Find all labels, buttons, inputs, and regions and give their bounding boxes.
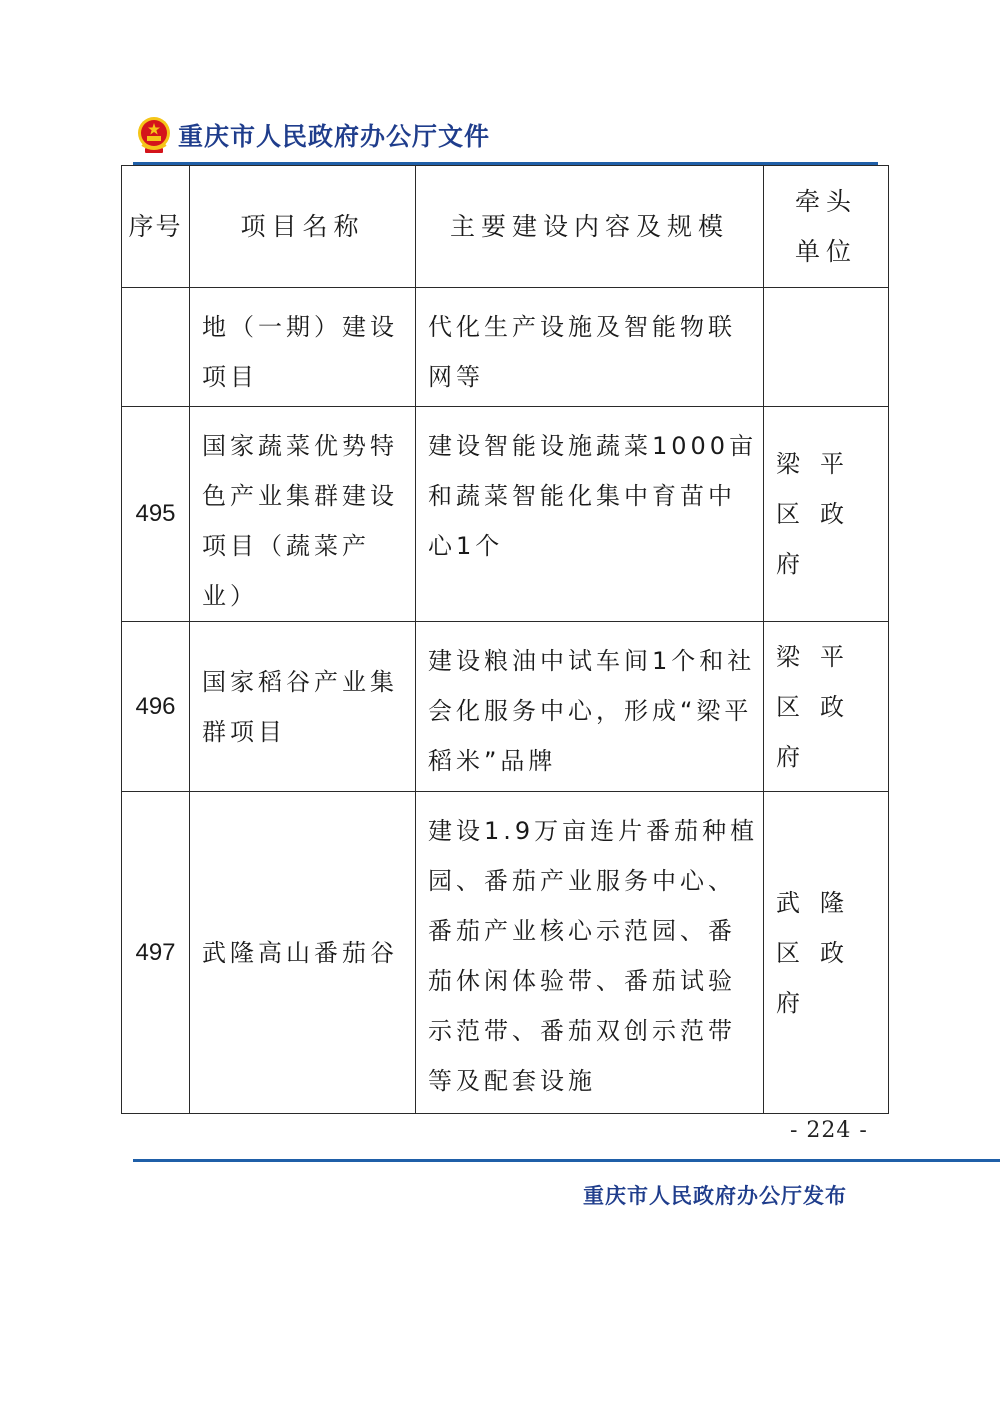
national-emblem-icon [136,115,172,155]
row-number [122,288,190,407]
row-unit: 梁平区政府 [764,622,889,792]
row-number: 496 [122,622,190,792]
header-content: 主要建设内容及规模 [416,166,764,288]
row-name: 国家稻谷产业集群项目 [190,622,416,792]
footer-divider [133,1159,1000,1162]
header-unit: 牵头单位 [764,166,889,288]
publisher-label: 重庆市人民政府办公厅发布 [583,1183,847,1208]
row-unit: 梁平区政府 [764,407,889,622]
table-row [122,407,889,622]
document-header [136,113,490,157]
document-title: 重庆市人民政府办公厅文件 [178,122,491,151]
row-unit [764,288,889,407]
page-number: - 224 - [790,1118,868,1143]
table-row [122,622,889,792]
row-content: 代化生产设施及智能物联网等 [416,288,764,407]
row-content: 建设智能设施蔬菜1000亩和蔬菜智能化集中育苗中心1个 [416,407,764,622]
table-row [122,792,889,1114]
row-content: 建设1.9万亩连片番茄种植园、番茄产业服务中心、番茄产业核心示范园、番茄休闲体验带、番茄试验示范带、番茄双创示范带等及配套设施 [416,792,764,1114]
project-table [121,165,889,1114]
row-number: 495 [122,407,190,622]
header-number: 序号 [122,166,190,288]
row-name: 地（一期）建设项目 [190,288,416,407]
row-number: 497 [122,792,190,1114]
row-name: 国家蔬菜优势特色产业集群建设项目（蔬菜产业） [190,407,416,622]
row-content: 建设粮油中试车间1个和社会化服务中心，形成“梁平稻米”品牌 [416,622,764,792]
row-unit: 武隆区政府 [764,792,889,1114]
row-name: 武隆高山番茄谷 [190,792,416,1114]
header-name: 项目名称 [190,166,416,288]
table-header-row [122,166,889,288]
table-row [122,288,889,407]
